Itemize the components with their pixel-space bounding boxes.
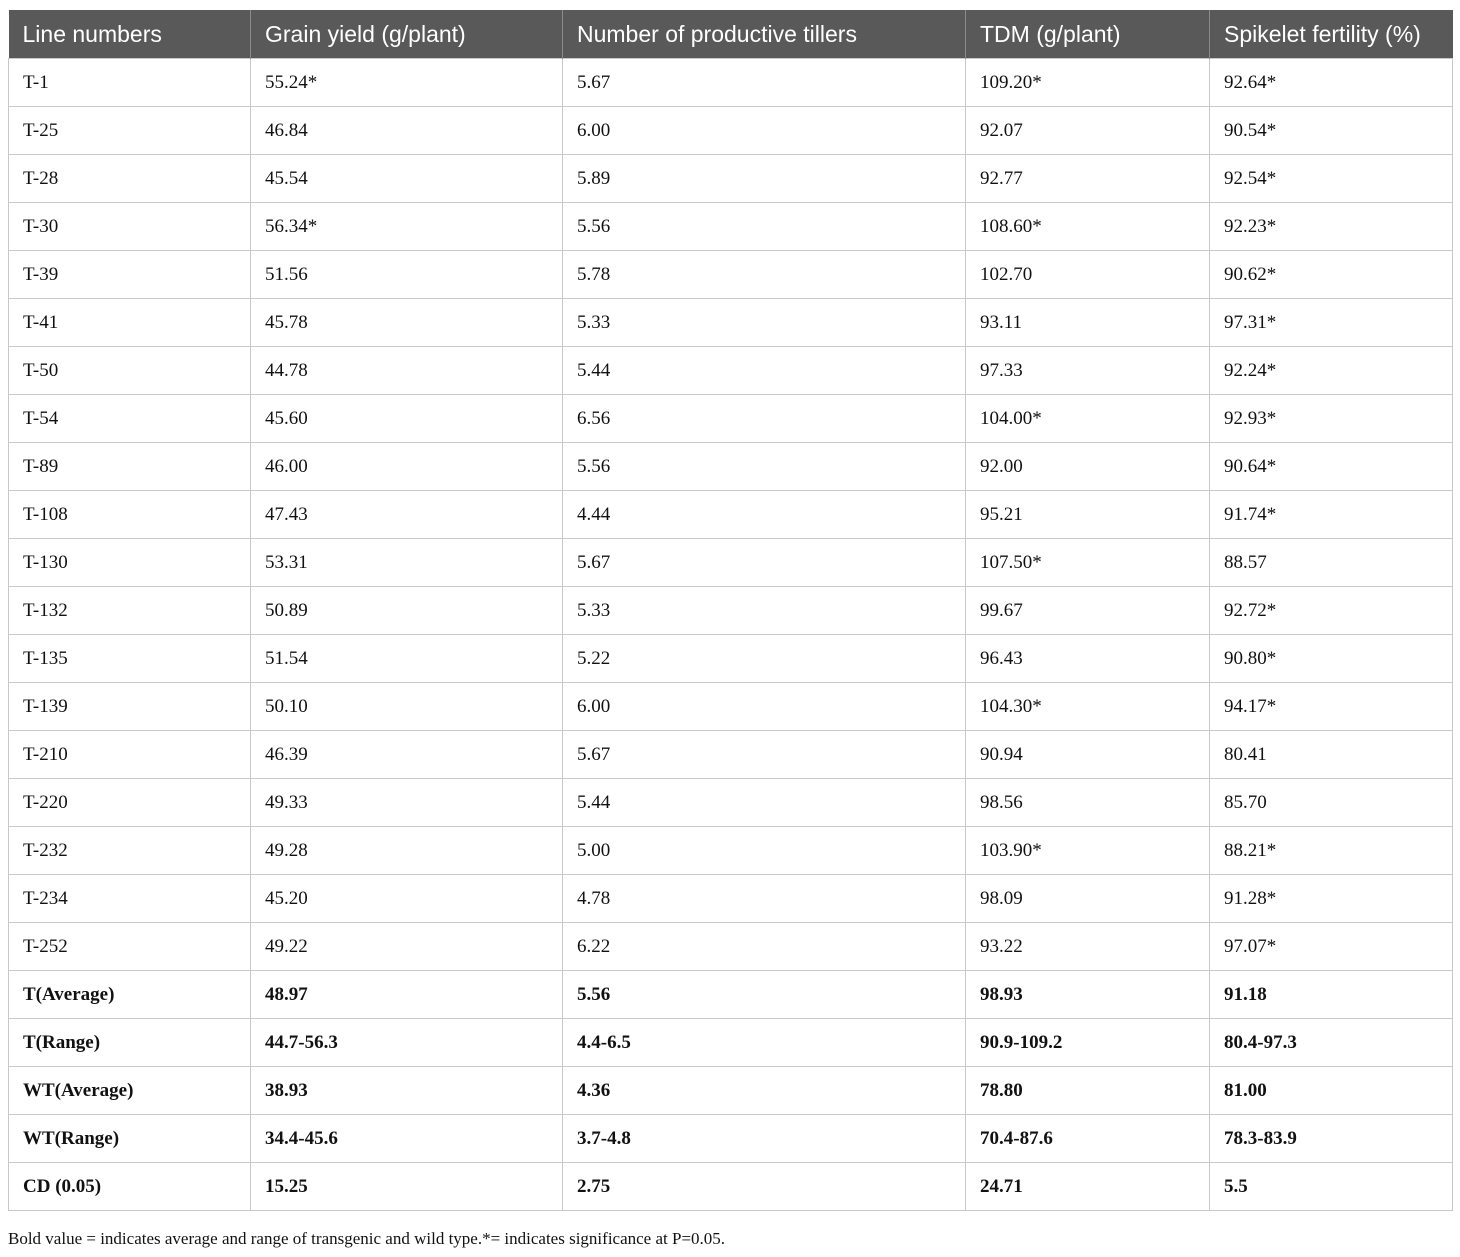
table-row (9, 971, 1453, 1019)
table-cell: 91.18 (1210, 971, 1453, 1019)
header-spikelet-fertility: Spikelet fertility (%) (1210, 10, 1453, 59)
table-cell: 95.21 (966, 491, 1210, 539)
table-cell: 93.11 (966, 299, 1210, 347)
table-cell: 104.00* (966, 395, 1210, 443)
table-cell: 5.89 (563, 155, 966, 203)
header-row (9, 10, 1453, 59)
table-cell: 55.24* (251, 59, 563, 107)
row-label-cell: T-135 (9, 635, 251, 683)
table-row (9, 539, 1453, 587)
table-cell: 81.00 (1210, 1067, 1453, 1115)
table-cell: 92.23* (1210, 203, 1453, 251)
row-label-cell: T-220 (9, 779, 251, 827)
table-cell: 91.28* (1210, 875, 1453, 923)
table-row (9, 491, 1453, 539)
table-cell: 90.94 (966, 731, 1210, 779)
row-label-cell: T-108 (9, 491, 251, 539)
table-cell: 6.56 (563, 395, 966, 443)
row-label-cell: T-89 (9, 443, 251, 491)
table-cell: 5.33 (563, 299, 966, 347)
table-cell: 97.31* (1210, 299, 1453, 347)
table-cell: 46.84 (251, 107, 563, 155)
table-cell: 5.00 (563, 827, 966, 875)
table-cell: 88.57 (1210, 539, 1453, 587)
table-cell: 51.56 (251, 251, 563, 299)
table-cell: 2.75 (563, 1163, 966, 1211)
table-cell: 88.21* (1210, 827, 1453, 875)
table-cell: 45.78 (251, 299, 563, 347)
table-cell: 78.80 (966, 1067, 1210, 1115)
row-label-cell: T(Average) (9, 971, 251, 1019)
row-label-cell: T(Range) (9, 1019, 251, 1067)
table-cell: 90.54* (1210, 107, 1453, 155)
table-row (9, 347, 1453, 395)
table-cell: 5.44 (563, 347, 966, 395)
table-row (9, 731, 1453, 779)
table-cell: 5.67 (563, 731, 966, 779)
table-cell: 48.97 (251, 971, 563, 1019)
table-cell: 90.62* (1210, 251, 1453, 299)
row-label-cell: T-130 (9, 539, 251, 587)
data-table (8, 10, 1453, 1211)
table-cell: 108.60* (966, 203, 1210, 251)
table-cell: 92.54* (1210, 155, 1453, 203)
header-line-numbers: Line numbers (9, 10, 251, 59)
row-label-cell: T-1 (9, 59, 251, 107)
row-label-cell: T-234 (9, 875, 251, 923)
table-cell: 90.64* (1210, 443, 1453, 491)
table-row (9, 1163, 1453, 1211)
table-cell: 5.78 (563, 251, 966, 299)
table-cell: 5.33 (563, 587, 966, 635)
table-cell: 92.64* (1210, 59, 1453, 107)
table-row (9, 923, 1453, 971)
row-label-cell: T-252 (9, 923, 251, 971)
table-cell: 5.56 (563, 971, 966, 1019)
table-cell: 49.28 (251, 827, 563, 875)
row-label-cell: T-25 (9, 107, 251, 155)
table-row (9, 107, 1453, 155)
table-cell: 45.20 (251, 875, 563, 923)
row-label-cell: T-54 (9, 395, 251, 443)
row-label-cell: CD (0.05) (9, 1163, 251, 1211)
table-cell: 91.74* (1210, 491, 1453, 539)
table-cell: 97.33 (966, 347, 1210, 395)
table-cell: 4.36 (563, 1067, 966, 1115)
table-cell: 5.22 (563, 635, 966, 683)
table-cell: 3.7-4.8 (563, 1115, 966, 1163)
table-cell: 92.07 (966, 107, 1210, 155)
table-cell: 93.22 (966, 923, 1210, 971)
table-cell: 50.10 (251, 683, 563, 731)
table-row (9, 587, 1453, 635)
table-cell: 92.24* (1210, 347, 1453, 395)
table-cell: 80.4-97.3 (1210, 1019, 1453, 1067)
table-row (9, 443, 1453, 491)
table-cell: 92.00 (966, 443, 1210, 491)
table-cell: 51.54 (251, 635, 563, 683)
table-cell: 6.22 (563, 923, 966, 971)
table-cell: 98.09 (966, 875, 1210, 923)
table-cell: 78.3-83.9 (1210, 1115, 1453, 1163)
table-row (9, 155, 1453, 203)
table-cell: 53.31 (251, 539, 563, 587)
table-cell: 5.5 (1210, 1163, 1453, 1211)
table-cell: 45.54 (251, 155, 563, 203)
table-cell: 96.43 (966, 635, 1210, 683)
table-cell: 6.00 (563, 107, 966, 155)
table-cell: 34.4-45.6 (251, 1115, 563, 1163)
row-label-cell: T-39 (9, 251, 251, 299)
table-row (9, 779, 1453, 827)
row-label-cell: T-41 (9, 299, 251, 347)
row-label-cell: WT(Range) (9, 1115, 251, 1163)
table-row (9, 1115, 1453, 1163)
table-cell: 90.80* (1210, 635, 1453, 683)
table-cell: 94.17* (1210, 683, 1453, 731)
table-row (9, 251, 1453, 299)
header-productive-tillers: Number of productive tillers (563, 10, 966, 59)
row-label-cell: T-28 (9, 155, 251, 203)
table-cell: 6.00 (563, 683, 966, 731)
table-footnote: Bold value = indicates average and range of transgenic and wild type.*= indicates significance at P=0.05. (8, 1229, 726, 1248)
table-row (9, 395, 1453, 443)
row-label-cell: T-50 (9, 347, 251, 395)
table-cell: 99.67 (966, 587, 1210, 635)
table-cell: 92.77 (966, 155, 1210, 203)
table-cell: 103.90* (966, 827, 1210, 875)
table-body (9, 59, 1453, 1211)
row-label-cell: T-139 (9, 683, 251, 731)
table-row (9, 635, 1453, 683)
table-cell: 102.70 (966, 251, 1210, 299)
table-cell: 44.7-56.3 (251, 1019, 563, 1067)
table-cell: 85.70 (1210, 779, 1453, 827)
header-grain-yield: Grain yield (g/plant) (251, 10, 563, 59)
table-cell: 5.56 (563, 443, 966, 491)
row-label-cell: T-30 (9, 203, 251, 251)
table-cell: 70.4-87.6 (966, 1115, 1210, 1163)
table-container (8, 10, 1452, 1211)
table-row (9, 59, 1453, 107)
table-cell: 98.56 (966, 779, 1210, 827)
table-cell: 92.93* (1210, 395, 1453, 443)
table-cell: 92.72* (1210, 587, 1453, 635)
table-cell: 49.33 (251, 779, 563, 827)
table-cell: 47.43 (251, 491, 563, 539)
table-cell: 45.60 (251, 395, 563, 443)
table-cell: 4.78 (563, 875, 966, 923)
table-cell: 50.89 (251, 587, 563, 635)
table-cell: 5.44 (563, 779, 966, 827)
row-label-cell: T-232 (9, 827, 251, 875)
table-cell: 46.39 (251, 731, 563, 779)
table-cell: 49.22 (251, 923, 563, 971)
table-row (9, 299, 1453, 347)
table-cell: 4.44 (563, 491, 966, 539)
table-cell: 104.30* (966, 683, 1210, 731)
table-cell: 5.67 (563, 59, 966, 107)
table-cell: 4.4-6.5 (563, 1019, 966, 1067)
table-cell: 56.34* (251, 203, 563, 251)
table-cell: 90.9-109.2 (966, 1019, 1210, 1067)
table-cell: 5.67 (563, 539, 966, 587)
table-cell: 5.56 (563, 203, 966, 251)
table-row (9, 875, 1453, 923)
table-row (9, 827, 1453, 875)
table-cell: 46.00 (251, 443, 563, 491)
table-cell: 109.20* (966, 59, 1210, 107)
table-cell: 38.93 (251, 1067, 563, 1115)
header-tdm: TDM (g/plant) (966, 10, 1210, 59)
table-row (9, 1067, 1453, 1115)
row-label-cell: WT(Average) (9, 1067, 251, 1115)
table-row (9, 1019, 1453, 1067)
table-cell: 44.78 (251, 347, 563, 395)
table-cell: 98.93 (966, 971, 1210, 1019)
table-row (9, 683, 1453, 731)
table-cell: 97.07* (1210, 923, 1453, 971)
row-label-cell: T-132 (9, 587, 251, 635)
table-cell: 107.50* (966, 539, 1210, 587)
table-cell: 24.71 (966, 1163, 1210, 1211)
row-label-cell: T-210 (9, 731, 251, 779)
table-row (9, 203, 1453, 251)
table-cell: 15.25 (251, 1163, 563, 1211)
table-cell: 80.41 (1210, 731, 1453, 779)
